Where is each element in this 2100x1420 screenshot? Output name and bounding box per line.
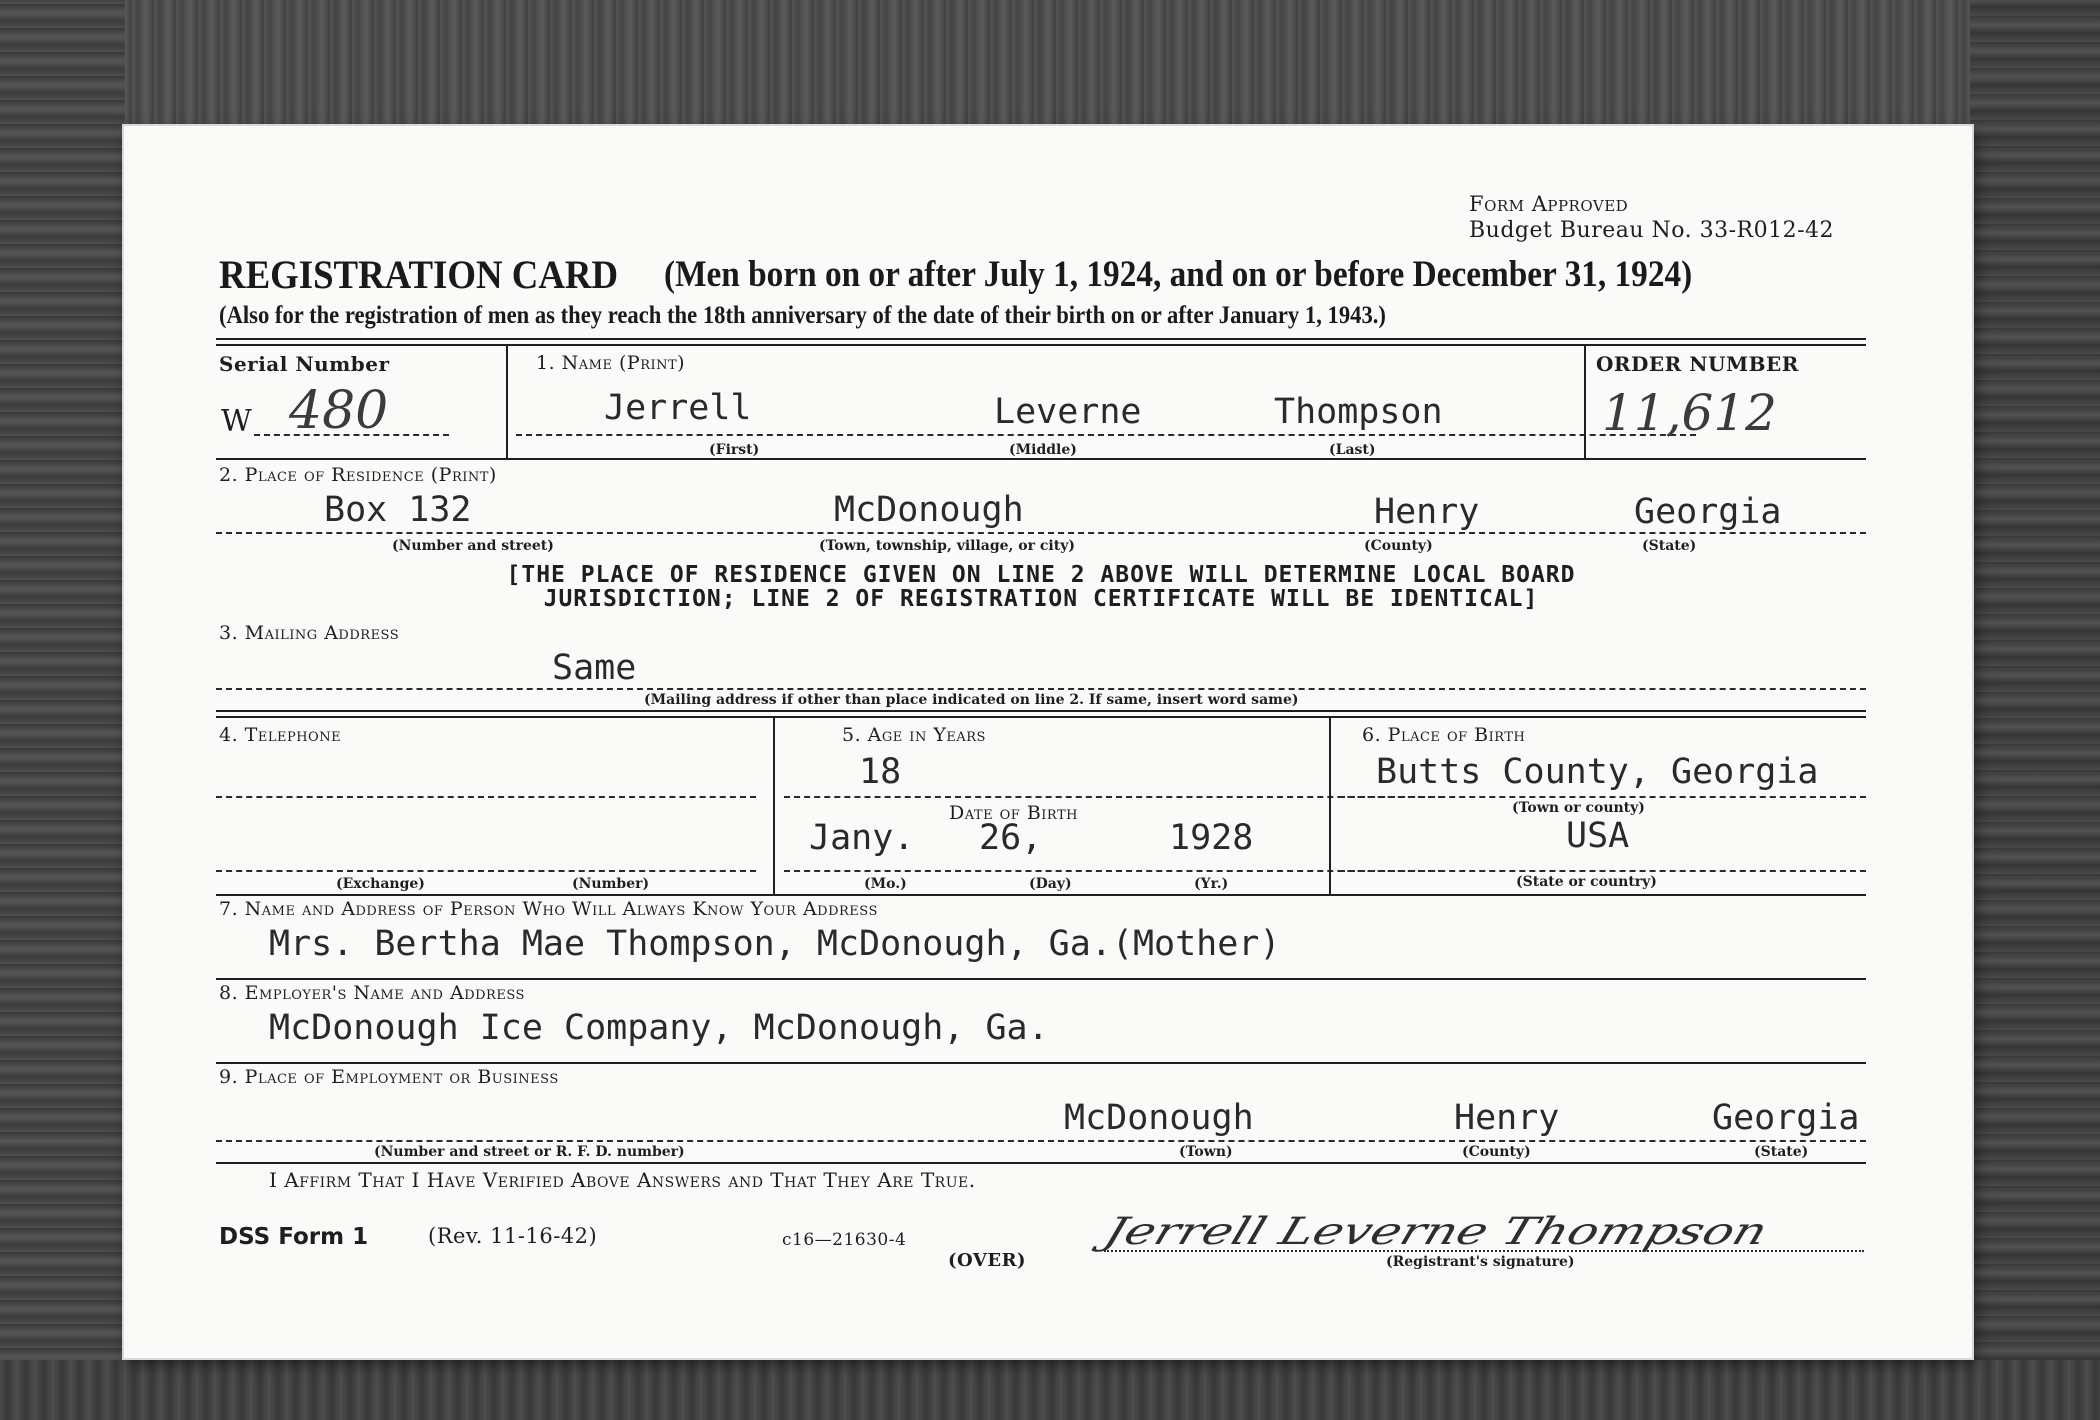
middle-name-caption: (Middle) [1009,442,1077,458]
mailing-address-caption: (Mailing address if other than place indicated on line 2. If same, insert word same) [644,692,1299,708]
birth-year-value: 1928 [1169,818,1254,858]
telephone-number-caption: (Number) [572,876,650,892]
jurisdiction-notice-line-2: JURISDICTION; LINE 2 OF REGISTRATION CERTIFICATE WILL BE IDENTICAL] [543,586,1539,612]
registration-card [124,126,1972,1358]
telephone-line-2 [216,870,756,872]
birth-year-caption: (Yr.) [1194,876,1229,892]
mailing-address-label: 3. Mailing Address [219,622,400,644]
last-name-value: Thompson [1274,392,1443,432]
employment-street-caption: (Number and street or R. F. D. number) [374,1144,685,1160]
serial-number-label: Serial Number [219,352,390,376]
residence-street-caption: (Number and street) [392,538,554,554]
order-number-value: 11,612 [1602,384,1777,442]
birthplace-town-value: Butts County, Georgia [1376,752,1819,792]
age-value: 18 [859,752,902,792]
header-rule-1 [216,338,1866,340]
employer-label: 8. Employer's Name and Address [219,982,525,1004]
residence-town-caption: (Town, township, village, or city) [819,538,1075,554]
row3-bottom-rule-1 [216,710,1866,712]
birth-day-value: 26, [979,818,1043,858]
wood-surface-right [1970,0,2100,1420]
jurisdiction-notice-line-1: [THE PLACE OF RESIDENCE GIVEN ON LINE 2 ABOVE WILL DETERMINE LOCAL BOARD [506,562,1576,588]
row1-bottom-rule [216,458,1866,460]
budget-bureau-number: Budget Bureau No. 33-R012-42 [1469,218,1835,243]
divider-phone-age [773,718,775,894]
residence-state-caption: (State) [1642,538,1697,554]
birthplace-line-1 [1339,796,1866,798]
residence-county-value: Henry [1374,492,1480,532]
employment-label: 9. Place of Employment or Business [219,1066,559,1088]
order-number-label: ORDER NUMBER [1596,352,1799,376]
over-indicator: (OVER) [948,1250,1027,1271]
contact-value: Mrs. Bertha Mae Thompson, McDonough, Ga.(Mother) [269,924,1281,964]
mailing-address-value: Same [552,648,637,688]
card-title: REGISTRATION CARD [219,252,619,297]
birthplace-town-caption: (Town or county) [1512,800,1645,816]
residence-street-value: Box 132 [324,490,472,530]
employment-state-value: Georgia [1712,1098,1860,1138]
divider-name-order [1584,346,1586,458]
birth-month-caption: (Mo.) [864,876,907,892]
birth-month-value: Jany. [809,818,915,858]
date-of-birth-label: Date of Birth [949,802,1078,824]
telephone-label: 4. Telephone [219,724,342,746]
age-label: 5. Age in Years [842,724,986,746]
signature-caption: (Registrant's signature) [1386,1254,1575,1270]
residence-line [216,532,1866,534]
employer-value: McDonough Ice Company, McDonough, Ga. [269,1008,1049,1048]
first-name-caption: (First) [709,442,760,458]
birthplace-line-2 [1339,870,1866,872]
row3-bottom-rule-2 [216,716,1866,718]
employment-line [216,1140,1866,1142]
row6-bottom-rule [216,894,1866,896]
wood-surface-bottom [0,1360,2100,1420]
name-label: 1. Name (Print) [536,352,686,374]
contact-label: 7. Name and Address of Person Who Will Always Know Your Address [219,898,878,920]
employment-county-value: Henry [1454,1098,1560,1138]
name-line [516,434,1696,436]
divider-serial-name [506,346,508,458]
form-identifier: DSS Form 1 [219,1224,369,1250]
row9-bottom-rule [216,1162,1866,1164]
employment-town-value: McDonough [1064,1098,1254,1138]
card-title-qualifier: (Men born on or after July 1, 1924, and on or before December 31, 1924) [664,254,1693,295]
employment-state-caption: (State) [1754,1144,1809,1160]
middle-name-value: Leverne [994,392,1142,432]
birth-day-caption: (Day) [1029,876,1072,892]
print-code: c16—21630-4 [782,1230,907,1250]
residence-label: 2. Place of Residence (Print) [219,464,497,486]
residence-town-value: McDonough [834,490,1024,530]
birthplace-country-caption: (State or country) [1516,874,1657,890]
employment-county-caption: (County) [1462,1144,1531,1160]
mailing-line [216,688,1866,690]
signature-line [1104,1250,1864,1252]
serial-number-value: 480 [289,381,389,441]
divider-age-birthplace [1329,718,1331,894]
serial-prefix: W [221,404,253,439]
card-subtitle: (Also for the registration of men as they reach the 18th anniversary of the date of their birth on or after January 1, 1943.) [219,302,1386,329]
residence-county-caption: (County) [1364,538,1433,554]
telephone-line-1 [216,796,756,798]
telephone-exchange-caption: (Exchange) [336,876,425,892]
wood-surface-left [0,0,125,1420]
birthplace-country-value: USA [1566,816,1630,856]
wood-surface-top [0,0,2100,125]
residence-state-value: Georgia [1634,492,1782,532]
form-revision: (Rev. 11-16-42) [428,1224,598,1248]
last-name-caption: (Last) [1329,442,1376,458]
row8-bottom-rule [216,1062,1866,1064]
header-rule-2 [216,344,1866,346]
first-name-value: Jerrell [604,388,752,428]
affirmation-statement: I Affirm That I Have Verified Above Answers and That They Are True. [269,1168,976,1192]
employment-town-caption: (Town) [1179,1144,1233,1160]
row7-bottom-rule [216,978,1866,980]
form-approved: Form Approved [1469,192,1629,216]
registrant-signature: Jerrell Leverne Thompson [1098,1209,1774,1253]
place-of-birth-label: 6. Place of Birth [1362,724,1526,746]
